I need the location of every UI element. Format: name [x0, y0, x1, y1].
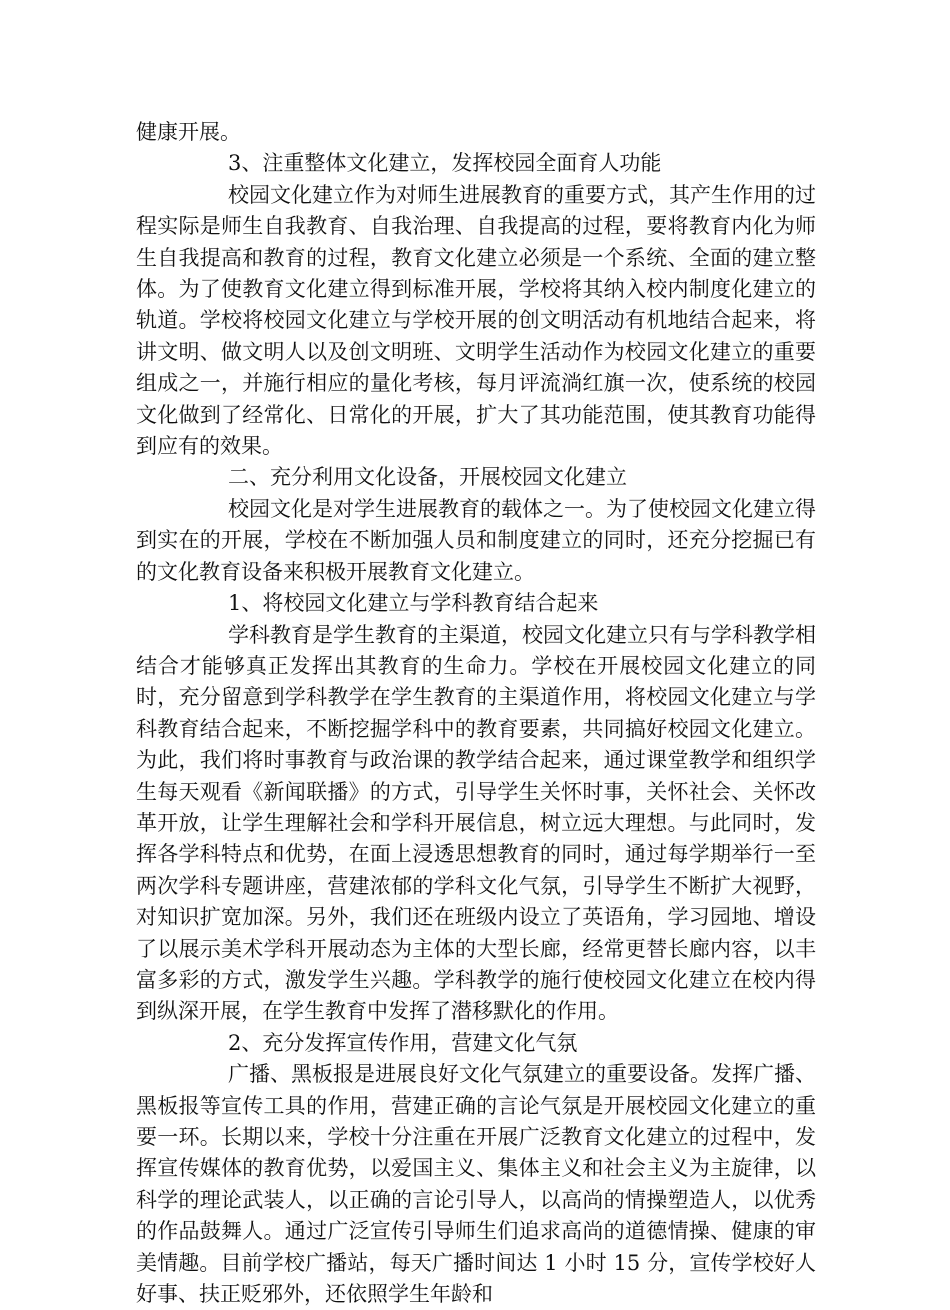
subheading-2-publicity: 2、充分发挥宣传作用，营建文化气氛: [228, 1030, 578, 1055]
paragraph-cultural-facilities: 校园文化是对学生进展教育的载体之一。为了使校园文化建立得到实在的开展，学校在不断加强人员和制度建立的同时，还充分挖掘已有的文化教育设备来积极开展教育文化建立。: [136, 496, 816, 584]
paragraph-subject-education: 学科教育是学生教育的主渠道，校园文化建立只有与学科教学相结合才能够真正发挥出其教育的生命力。学校在开展校园文化建立的同时，充分留意到学科教学在学生教育的主渠道作用，将校园文化建立与学科教育结合起来，不断挖掘学科中的教育要素，共同搞好校园文化建立。为此，我们将时事教育与政治课的教学结合起来，通过课堂教学和组织学生每天观看《新闻联播》的方式，引导学生关怀时事，关怀社会、关怀改革开放，让学生理解社会和学科开展信息，树立远大理想。与此同时，发挥各学科特点和优势，在面上浸透思想教育的同时，通过每学期举行一至两次学科专题讲座，营建浓郁的学科文化气氛，引导学生不断扩大视野，对知识扩宽加深。另外，我们还在班级内设立了英语角，学习园地、增设了以展示美术学科开展动态为主体的大型长廊，经常更替长廊内容，以丰富多彩的方式，激发学生兴趣。学科教学的施行使校园文化建立在校内得到纵深开展，在学生教育中发挥了潜移默化的作用。: [136, 622, 816, 1024]
paragraph-publicity: 广播、黑板报是进展良好文化气氛建立的重要设备。发挥广播、黑板报等宣传工具的作用，营建正确的言论气氛是开展校园文化建立的重要一环。长期以来，学校十分注重在开展广泛教育文化建立的过程中，发挥宣传媒体的教育优势，以爱国主义、集体主义和社会主义为主旋律，以科学的理论武装人，以正确的言论引导人，以高尚的情操塑造人，以优秀的作品鼓舞人。通过广泛宣传引导师生们追求高尚的道德情操、健康的审美情趣。目前学校广播站，每天广播时间达 1 小时 15 分，宣传学校好人好事、扶正贬邪外，还依照学生年龄和: [136, 1062, 816, 1307]
subheading-1-subject-education: 1、将校园文化建立与学科教育结合起来: [228, 591, 599, 616]
heading-2-cultural-facilities: 二、充分利用文化设备，开展校园文化建立: [228, 465, 627, 490]
document-body: [136, 117, 816, 1310]
subheading-3-overall-culture: 3、注重整体文化建立，发挥校园全面育人功能: [228, 151, 662, 176]
paragraph-overall-culture: 校园文化建立作为对师生进展教育的重要方式，其产生作用的过程实际是师生自我教育、自我治理、自我提高的过程，要将教育内化为师生自我提高和教育的过程，教育文化建立必须是一个系统、全面的建立整体。为了使教育文化建立得到标准开展，学校将其纳入校内制度化建立的轨道。学校将校园文化建立与学校开展的创文明活动有机地结合起来，将讲文明、做文明人以及创文明班、文明学生活动作为校园文化建立的重要组成之一，并施行相应的量化考核，每月评流淌红旗一次，使系统的校园文化做到了经常化、日常化的开展，扩大了其功能范围，使其教育功能得到应有的效果。: [136, 182, 816, 459]
paragraph-continuation: 健康开展。: [136, 120, 241, 144]
